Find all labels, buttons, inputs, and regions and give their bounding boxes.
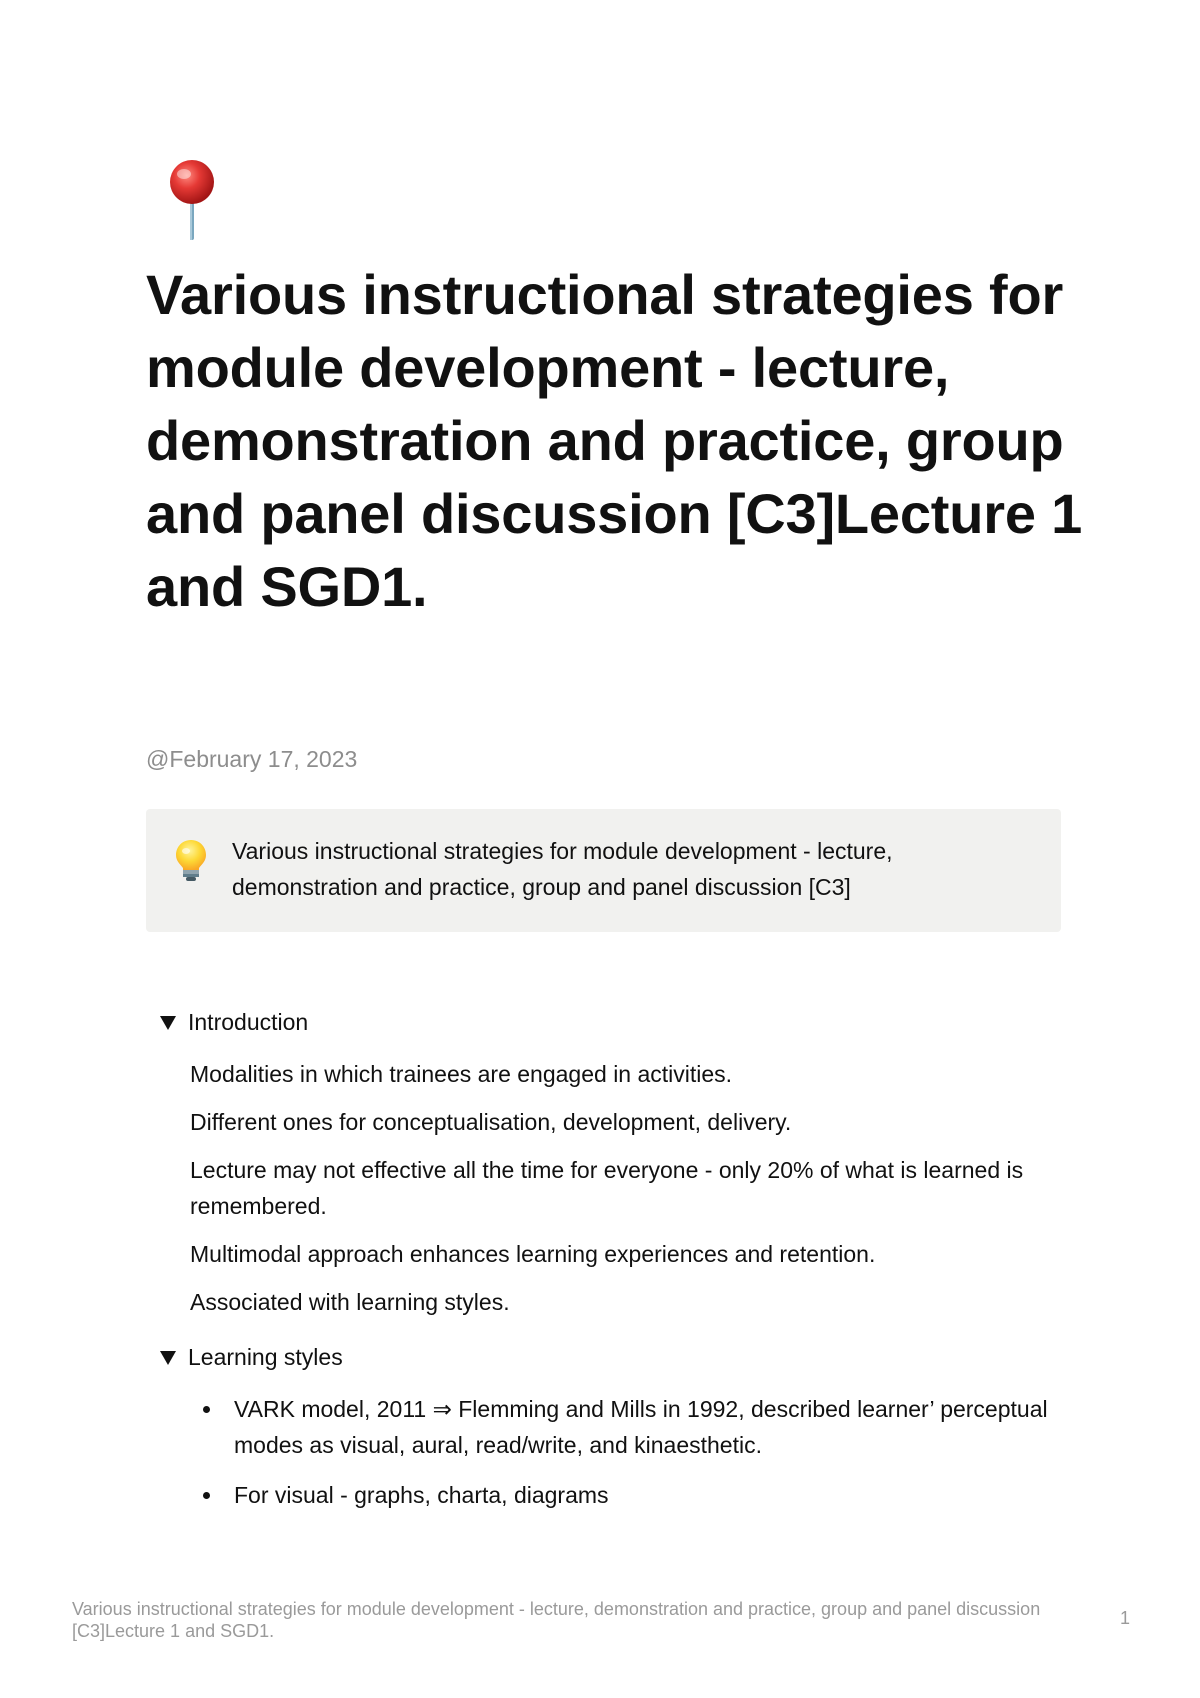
- toggle-heading: Introduction: [188, 1009, 309, 1035]
- page-title: Various instructional strategies for module development - lecture, demonstration and practice, group and panel discussion [C3]Lecture 1 and SGD1.: [146, 263, 1083, 618]
- toggle-triangle-icon[interactable]: [160, 1016, 176, 1030]
- list-item: [190, 1391, 1060, 1463]
- round-pushpin-icon: [150, 158, 230, 242]
- list-item-text: VARK model, 2011 ⇒ Flemming and Mills in 1992, described learner’ perceptual modes as visual, aural, read/write, and kinaesthetic.: [234, 1396, 1048, 1458]
- bullet-dot-icon: [203, 1492, 210, 1499]
- toggle-body-learning-styles: [190, 1391, 1060, 1527]
- paragraph: Modalities in which trainees are engaged in activities.: [190, 1061, 733, 1087]
- toggle-body-introduction: [190, 1056, 1060, 1332]
- toggle-header-introduction[interactable]: [160, 1006, 308, 1038]
- toggle-header-learning-styles[interactable]: [160, 1341, 343, 1373]
- page-footer-title: Various instructional strategies for module development - lecture, demonstration and practice, group and panel discussion [C3]Lecture 1 and SGD1.: [72, 1599, 1041, 1641]
- callout-text: Various instructional strategies for module development - lecture, demonstration and practice, group and panel discussion [C3]: [232, 838, 893, 900]
- bullet-dot-icon: [203, 1406, 210, 1413]
- paragraph: Lecture may not effective all the time for everyone - only 20% of what is learned is remembered.: [190, 1157, 1024, 1219]
- page-number: 1: [1120, 1608, 1131, 1628]
- toggle-triangle-icon[interactable]: [160, 1351, 176, 1365]
- toggle-learning-styles: [160, 1341, 1048, 1508]
- lightbulb-icon: [174, 838, 208, 882]
- date-property: @February 17, 2023: [146, 746, 358, 772]
- toggle-introduction: [160, 1006, 1024, 1315]
- list-item: [190, 1477, 1060, 1513]
- bullet-list: [190, 1391, 1060, 1513]
- paragraph: Multimodal approach enhances learning experiences and retention.: [190, 1241, 876, 1267]
- paragraph: Different ones for conceptualisation, development, delivery.: [190, 1109, 792, 1135]
- toggle-heading: Learning styles: [188, 1344, 343, 1370]
- paragraph: Associated with learning styles.: [190, 1289, 510, 1315]
- list-item-text: For visual - graphs, charta, diagrams: [234, 1482, 609, 1508]
- callout-block: [146, 809, 1061, 932]
